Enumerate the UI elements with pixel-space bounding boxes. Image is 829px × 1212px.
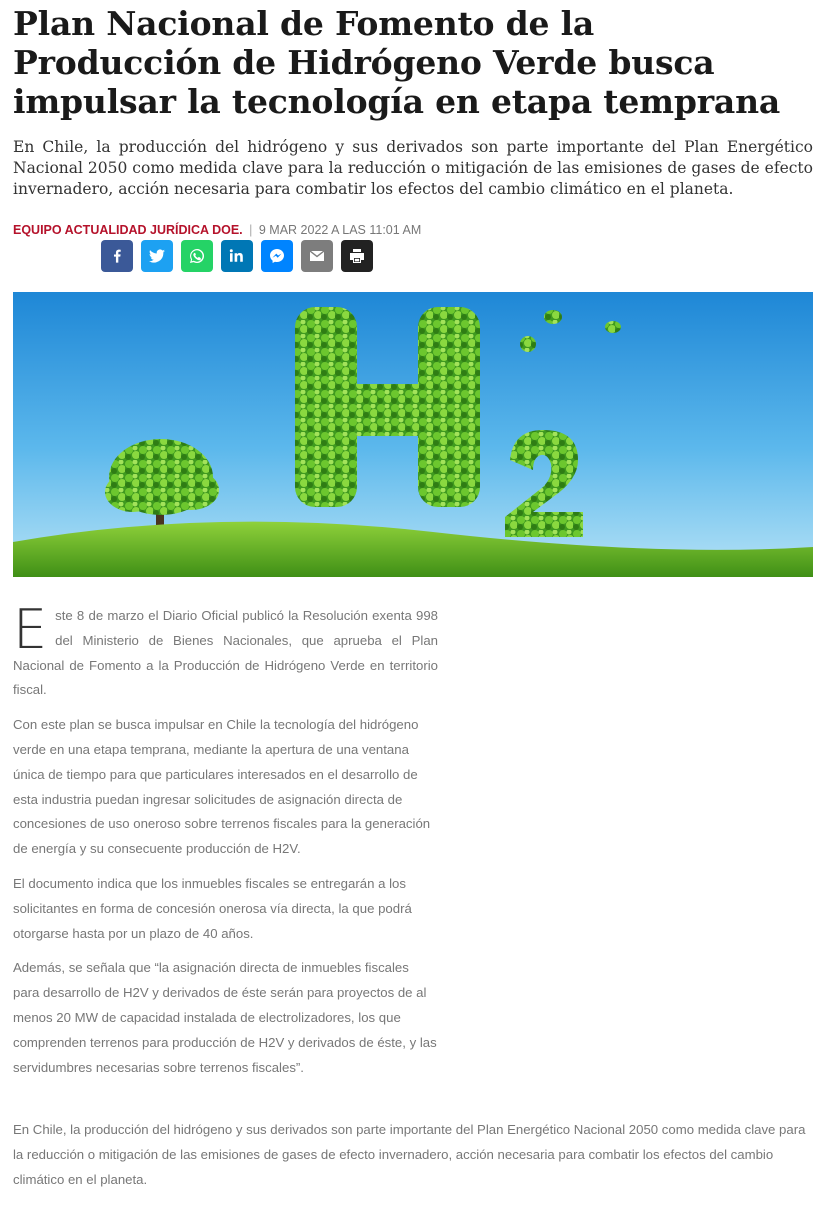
- article-lead: En Chile, la producción del hidrógeno y sus derivados son parte importante del Plan Energético Nacional 2050 como medida clave para la reducción o mitigación de las emisiones de gases de efecto invernadero, acción necesaria para combatir los efectos del cambio climático en el planeta.: [13, 138, 813, 198]
- paragraph-5: En Chile, la producción del hidrógeno y sus derivados son parte importante del Plan Energético Nacional 2050 como medida clave para la reducción o mitigación de las emisiones de gases de efecto invernadero, acción necesaria para combatir los efectos del cambio climático en el planeta.: [13, 1122, 806, 1187]
- share-facebook-button[interactable]: [101, 240, 133, 272]
- share-messenger-button[interactable]: [261, 240, 293, 272]
- hero-image: [13, 292, 813, 577]
- facebook-icon: [109, 248, 125, 264]
- whatsapp-icon: [189, 248, 205, 264]
- twitter-icon: [149, 248, 165, 264]
- messenger-icon: [269, 248, 285, 264]
- author-link[interactable]: EQUIPO ACTUALIDAD JURÍDICA DOE.: [13, 223, 243, 237]
- byline: [13, 223, 421, 237]
- paragraph-2: Con este plan se busca impulsar en Chile la tecnología del hidrógeno verde en una etapa temprana, mediante la apertura de una ventana única de tiempo para que particulares interesados en el desarrollo de esta industria puedan ingresar solicitudes de asignación directa de concesiones de uso oneroso sobre terrenos fiscales para la generación de energía y su consecuente producción de H2V.: [13, 717, 431, 857]
- dropcap: E: [13, 598, 48, 661]
- share-whatsapp-button[interactable]: [181, 240, 213, 272]
- article-title: Plan Nacional de Fomento de la Producción de Hidrógeno Verde busca impulsar la tecnología en etapa temprana: [13, 4, 781, 121]
- byline-separator: |: [249, 223, 253, 237]
- paragraph-1: Este 8 de marzo el Diario Oficial publicó la Resolución exenta 998 del Ministerio de Bienes Nacionales, que aprueba el Plan Nacional de Fomento a la Producción de Hidrógeno Verde en territorio fiscal.: [13, 598, 438, 698]
- share-twitter-button[interactable]: [141, 240, 173, 272]
- share-print-button[interactable]: [341, 240, 373, 272]
- email-icon: [309, 248, 325, 264]
- share-linkedin-button[interactable]: [221, 240, 253, 272]
- share-email-button[interactable]: [301, 240, 333, 272]
- print-icon: [349, 248, 365, 264]
- paragraph-3: El documento indica que los inmuebles fiscales se entregarán a los solicitantes en forma de concesión onerosa vía directa, la que podrá otorgarse hasta por un plazo de 40 años.: [13, 875, 412, 941]
- linkedin-icon: [229, 248, 245, 264]
- article-body: [13, 598, 438, 1090]
- share-bar: [101, 240, 373, 272]
- paragraph-4: Además, se señala que “la asignación directa de inmuebles fiscales para desarrollo de H2V y derivados de éste serán para proyectos de al menos 20 MW de capacidad instalada de electrolizadores, los que comprenden terrenos para producción de H2V y derivados de éste, y las servidumbres necesarias sobre terrenos fiscales”.: [13, 960, 437, 1075]
- publish-date: 9 MAR 2022 A LAS 11:01 AM: [258, 223, 422, 237]
